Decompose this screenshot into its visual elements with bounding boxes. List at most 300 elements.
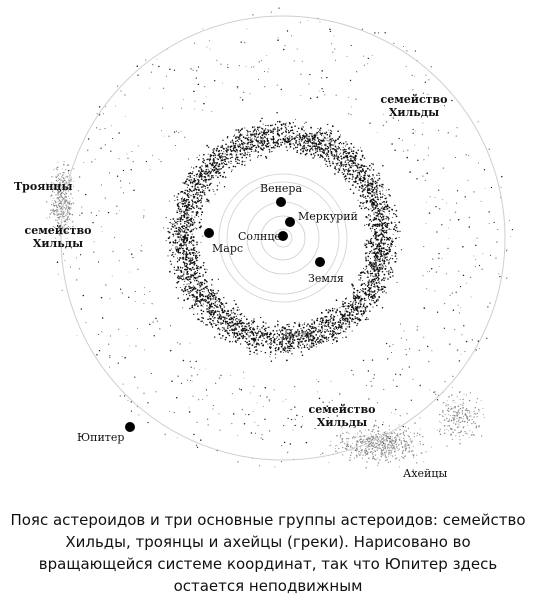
belt-asteroid-dot — [385, 230, 387, 232]
belt-asteroid-dot — [344, 306, 345, 307]
belt-asteroid-dot — [239, 150, 241, 152]
belt-asteroid-dot — [199, 183, 200, 184]
cluster-asteroid-dot — [57, 162, 58, 163]
outer-asteroid-dot — [338, 448, 339, 449]
outer-asteroid-dot — [452, 376, 454, 378]
belt-asteroid-dot — [265, 330, 267, 332]
belt-asteroid-dot — [281, 142, 282, 143]
belt-asteroid-dot — [365, 319, 366, 320]
belt-asteroid-dot — [341, 158, 343, 160]
outer-asteroid-dot — [138, 145, 139, 146]
outer-asteroid-dot — [284, 45, 285, 46]
cluster-asteroid-dot — [453, 415, 454, 416]
cluster-asteroid-dot — [360, 436, 361, 437]
belt-asteroid-dot — [240, 320, 242, 322]
outer-asteroid-dot — [170, 350, 172, 352]
belt-asteroid-dot — [200, 285, 202, 287]
belt-asteroid-dot — [329, 323, 330, 324]
cluster-asteroid-dot — [371, 445, 372, 446]
outer-asteroid-dot — [242, 99, 244, 101]
cluster-asteroid-dot — [53, 169, 54, 170]
cluster-asteroid-dot — [352, 437, 353, 438]
belt-asteroid-dot — [371, 167, 372, 168]
belt-asteroid-dot — [209, 160, 210, 161]
outer-asteroid-dot — [105, 128, 106, 129]
belt-asteroid-dot — [364, 298, 366, 300]
belt-asteroid-dot — [217, 159, 219, 161]
belt-asteroid-dot — [338, 147, 339, 148]
cluster-asteroid-dot — [373, 446, 374, 447]
belt-asteroid-dot — [200, 267, 201, 268]
belt-asteroid-dot — [281, 342, 283, 344]
cluster-asteroid-dot — [67, 214, 68, 215]
belt-asteroid-dot — [191, 295, 192, 296]
belt-asteroid-dot — [310, 153, 312, 155]
cluster-asteroid-dot — [404, 446, 406, 448]
outer-asteroid-dot — [356, 71, 357, 72]
outer-asteroid-dot — [87, 150, 89, 152]
cluster-asteroid-dot — [392, 455, 393, 456]
belt-asteroid-dot — [345, 298, 347, 300]
cluster-asteroid-dot — [336, 435, 338, 437]
cluster-asteroid-dot — [456, 421, 457, 422]
belt-asteroid-dot — [397, 282, 398, 283]
belt-asteroid-dot — [203, 322, 204, 323]
belt-asteroid-dot — [207, 318, 209, 320]
belt-asteroid-dot — [371, 290, 372, 291]
outer-asteroid-dot — [441, 258, 442, 259]
cluster-asteroid-dot — [471, 423, 472, 424]
belt-asteroid-dot — [205, 171, 207, 173]
belt-asteroid-dot — [197, 313, 198, 314]
cluster-asteroid-dot — [72, 198, 73, 199]
outer-asteroid-dot — [320, 454, 321, 455]
belt-asteroid-dot — [229, 322, 231, 324]
belt-asteroid-dot — [215, 194, 216, 195]
outer-asteroid-dot — [406, 157, 408, 159]
belt-asteroid-dot — [371, 267, 372, 268]
cluster-asteroid-dot — [56, 206, 58, 208]
cluster-asteroid-dot — [459, 391, 461, 393]
cluster-asteroid-dot — [447, 404, 448, 405]
cluster-asteroid-dot — [452, 432, 454, 434]
belt-asteroid-dot — [293, 122, 294, 123]
cluster-asteroid-dot — [468, 410, 469, 411]
belt-asteroid-dot — [342, 322, 344, 324]
outer-asteroid-dot — [273, 389, 274, 390]
belt-asteroid-dot — [306, 141, 307, 142]
belt-asteroid-dot — [381, 248, 383, 250]
outer-asteroid-dot — [146, 161, 147, 162]
belt-asteroid-dot — [374, 214, 375, 215]
belt-asteroid-dot — [257, 142, 258, 143]
belt-asteroid-dot — [315, 334, 317, 336]
belt-asteroid-dot — [363, 311, 364, 312]
belt-asteroid-dot — [198, 276, 199, 277]
outer-asteroid-dot — [197, 422, 198, 423]
belt-asteroid-dot — [394, 226, 396, 228]
belt-asteroid-dot — [290, 351, 291, 352]
cluster-asteroid-dot — [396, 438, 397, 439]
belt-asteroid-dot — [258, 340, 259, 341]
belt-asteroid-dot — [202, 291, 203, 292]
belt-asteroid-dot — [372, 279, 373, 280]
outer-asteroid-dot — [278, 37, 279, 38]
outer-asteroid-dot — [348, 97, 349, 98]
belt-asteroid-dot — [200, 208, 202, 210]
belt-asteroid-dot — [362, 299, 363, 300]
belt-asteroid-dot — [184, 281, 185, 282]
belt-asteroid-dot — [246, 347, 247, 348]
outer-asteroid-dot — [174, 132, 175, 133]
outer-asteroid-dot — [175, 145, 176, 146]
belt-asteroid-dot — [330, 321, 331, 322]
outer-asteroid-dot — [176, 397, 177, 398]
outer-asteroid-dot — [181, 383, 182, 384]
outer-asteroid-dot — [339, 393, 340, 394]
cluster-asteroid-dot — [361, 442, 362, 443]
belt-asteroid-dot — [191, 199, 193, 201]
cluster-asteroid-dot — [67, 209, 68, 210]
belt-asteroid-dot — [192, 201, 193, 202]
belt-asteroid-dot — [322, 331, 323, 332]
outer-asteroid-dot — [437, 399, 438, 400]
belt-asteroid-dot — [226, 163, 228, 165]
outer-asteroid-dot — [459, 312, 460, 313]
outer-asteroid-dot — [112, 251, 113, 252]
belt-asteroid-dot — [235, 336, 237, 338]
cluster-asteroid-dot — [370, 433, 371, 434]
belt-asteroid-dot — [230, 327, 231, 328]
belt-asteroid-dot — [269, 339, 270, 340]
belt-asteroid-dot — [365, 181, 366, 182]
belt-asteroid-dot — [383, 216, 384, 217]
belt-asteroid-dot — [208, 147, 209, 148]
cluster-asteroid-dot — [374, 458, 376, 460]
cluster-asteroid-dot — [68, 164, 69, 165]
cluster-asteroid-dot — [359, 436, 360, 437]
outer-asteroid-dot — [394, 149, 395, 150]
cluster-asteroid-dot — [392, 440, 393, 441]
outer-asteroid-dot — [363, 56, 364, 57]
belt-asteroid-dot — [370, 258, 371, 259]
belt-asteroid-dot — [316, 132, 318, 134]
belt-asteroid-dot — [238, 337, 240, 339]
belt-asteroid-dot — [204, 192, 206, 194]
belt-asteroid-dot — [376, 268, 378, 270]
cluster-asteroid-dot — [465, 433, 466, 434]
belt-asteroid-dot — [252, 144, 253, 145]
outer-asteroid-dot — [469, 217, 471, 219]
outer-asteroid-dot — [414, 76, 415, 77]
belt-asteroid-dot — [380, 216, 381, 217]
outer-asteroid-dot — [124, 357, 126, 359]
belt-asteroid-dot — [385, 218, 386, 219]
outer-asteroid-dot — [283, 401, 284, 402]
cluster-asteroid-dot — [78, 190, 79, 191]
belt-asteroid-dot — [362, 156, 363, 157]
outer-asteroid-dot — [464, 351, 465, 352]
belt-asteroid-dot — [270, 125, 272, 127]
belt-asteroid-dot — [186, 253, 187, 254]
belt-asteroid-dot — [293, 342, 294, 343]
belt-asteroid-dot — [234, 334, 235, 335]
belt-asteroid-dot — [220, 302, 222, 304]
belt-asteroid-dot — [177, 275, 179, 277]
belt-asteroid-dot — [186, 277, 187, 278]
cluster-asteroid-dot — [473, 421, 475, 423]
belt-asteroid-dot — [235, 147, 236, 148]
belt-asteroid-dot — [197, 173, 198, 174]
belt-asteroid-dot — [222, 158, 223, 159]
belt-asteroid-dot — [394, 261, 396, 263]
outer-asteroid-dot — [287, 418, 288, 419]
cluster-asteroid-dot — [445, 414, 446, 415]
cluster-asteroid-dot — [62, 168, 63, 169]
belt-asteroid-dot — [374, 296, 375, 297]
outer-asteroid-dot — [406, 354, 407, 355]
belt-asteroid-dot — [190, 208, 192, 210]
belt-asteroid-dot — [178, 234, 179, 235]
outer-asteroid-dot — [332, 52, 333, 53]
outer-asteroid-dot — [450, 295, 451, 296]
cluster-asteroid-dot — [439, 421, 440, 422]
cluster-asteroid-dot — [447, 400, 448, 401]
cluster-asteroid-dot — [448, 414, 449, 415]
belt-asteroid-dot — [381, 204, 382, 205]
cluster-asteroid-dot — [390, 445, 391, 446]
belt-asteroid-dot — [221, 168, 222, 169]
cluster-asteroid-dot — [382, 438, 383, 439]
cluster-asteroid-dot — [66, 215, 67, 216]
cluster-asteroid-dot — [460, 399, 461, 400]
belt-asteroid-dot — [267, 139, 268, 140]
cluster-asteroid-dot — [51, 204, 52, 205]
belt-asteroid-dot — [228, 315, 229, 316]
belt-asteroid-dot — [213, 150, 214, 151]
outer-asteroid-dot — [118, 329, 119, 330]
belt-asteroid-dot — [377, 203, 378, 204]
belt-asteroid-dot — [277, 340, 278, 341]
outer-asteroid-dot — [398, 138, 399, 139]
belt-asteroid-dot — [354, 322, 356, 324]
belt-asteroid-dot — [335, 332, 337, 334]
belt-asteroid-dot — [382, 235, 384, 237]
belt-asteroid-dot — [237, 314, 238, 315]
cluster-asteroid-dot — [354, 437, 355, 438]
cluster-asteroid-dot — [394, 438, 395, 439]
belt-asteroid-dot — [343, 306, 345, 308]
outer-asteroid-dot — [180, 343, 181, 344]
outer-asteroid-dot — [133, 161, 134, 162]
belt-asteroid-dot — [192, 224, 194, 226]
belt-asteroid-dot — [176, 246, 177, 247]
outer-asteroid-dot — [452, 292, 453, 293]
belt-asteroid-dot — [176, 287, 177, 288]
cluster-asteroid-dot — [462, 412, 463, 413]
belt-asteroid-dot — [327, 124, 328, 125]
belt-asteroid-dot — [370, 179, 371, 180]
belt-asteroid-dot — [329, 163, 330, 164]
outer-asteroid-dot — [101, 331, 102, 332]
belt-asteroid-dot — [246, 154, 248, 156]
belt-asteroid-dot — [338, 328, 339, 329]
outer-asteroid-dot — [426, 173, 428, 175]
cluster-asteroid-dot — [51, 212, 52, 213]
belt-asteroid-dot — [311, 143, 312, 144]
outer-asteroid-dot — [216, 60, 217, 61]
cluster-asteroid-dot — [423, 461, 424, 462]
belt-asteroid-dot — [370, 275, 371, 276]
belt-asteroid-dot — [206, 286, 208, 288]
belt-asteroid-dot — [199, 290, 201, 292]
cluster-asteroid-dot — [366, 451, 368, 453]
cluster-asteroid-dot — [375, 459, 376, 460]
cluster-asteroid-dot — [484, 417, 485, 418]
belt-asteroid-dot — [368, 281, 369, 282]
cluster-asteroid-dot — [372, 439, 373, 440]
outer-asteroid-dot — [489, 149, 490, 150]
belt-asteroid-dot — [190, 195, 191, 196]
belt-asteroid-dot — [248, 336, 249, 337]
belt-asteroid-dot — [392, 275, 393, 276]
cluster-asteroid-dot — [404, 430, 405, 431]
cluster-asteroid-dot — [409, 447, 410, 448]
belt-asteroid-dot — [316, 134, 317, 135]
belt-asteroid-dot — [200, 202, 201, 203]
belt-asteroid-dot — [229, 330, 230, 331]
belt-asteroid-dot — [317, 150, 319, 152]
belt-asteroid-dot — [187, 291, 188, 292]
belt-asteroid-dot — [262, 335, 263, 336]
belt-asteroid-dot — [237, 129, 239, 131]
cluster-asteroid-dot — [375, 454, 376, 455]
belt-asteroid-dot — [206, 184, 208, 186]
belt-asteroid-dot — [336, 154, 337, 155]
cluster-asteroid-dot — [58, 204, 59, 205]
outer-asteroid-dot — [458, 219, 460, 221]
outer-asteroid-dot — [102, 231, 103, 232]
outer-asteroid-dot — [129, 346, 130, 347]
belt-asteroid-dot — [209, 202, 210, 203]
belt-asteroid-dot — [305, 140, 306, 141]
belt-asteroid-dot — [207, 269, 208, 270]
belt-asteroid-dot — [347, 326, 348, 327]
belt-asteroid-dot — [182, 219, 183, 220]
outer-asteroid-dot — [268, 68, 269, 69]
belt-asteroid-dot — [385, 278, 386, 279]
outer-asteroid-dot — [233, 413, 235, 415]
outer-asteroid-dot — [98, 334, 99, 335]
belt-asteroid-dot — [339, 154, 340, 155]
belt-asteroid-dot — [334, 155, 335, 156]
belt-asteroid-dot — [339, 319, 340, 320]
belt-asteroid-dot — [185, 244, 187, 246]
cluster-asteroid-dot — [57, 211, 58, 212]
outer-asteroid-dot — [230, 375, 231, 376]
belt-asteroid-dot — [329, 310, 331, 312]
outer-asteroid-dot — [446, 203, 447, 204]
outer-asteroid-dot — [321, 88, 322, 89]
belt-asteroid-dot — [218, 279, 219, 280]
belt-asteroid-dot — [383, 201, 385, 203]
belt-asteroid-dot — [187, 203, 189, 205]
belt-asteroid-dot — [383, 187, 384, 188]
outer-asteroid-dot — [137, 328, 138, 329]
cluster-asteroid-dot — [477, 413, 478, 414]
belt-asteroid-dot — [333, 325, 334, 326]
belt-asteroid-dot — [193, 236, 195, 238]
cluster-asteroid-dot — [454, 419, 455, 420]
belt-asteroid-dot — [224, 186, 225, 187]
belt-asteroid-dot — [265, 341, 267, 343]
outer-asteroid-dot — [426, 75, 427, 76]
belt-asteroid-dot — [250, 159, 251, 160]
belt-asteroid-dot — [359, 301, 360, 302]
belt-asteroid-dot — [296, 151, 298, 153]
cluster-asteroid-dot — [405, 455, 406, 456]
cluster-asteroid-dot — [477, 416, 478, 417]
outer-asteroid-dot — [154, 335, 155, 336]
belt-asteroid-dot — [288, 126, 289, 127]
belt-asteroid-dot — [338, 162, 339, 163]
cluster-asteroid-dot — [463, 402, 464, 403]
belt-asteroid-dot — [385, 198, 387, 200]
belt-asteroid-dot — [396, 210, 398, 212]
belt-asteroid-dot — [260, 331, 262, 333]
outer-asteroid-dot — [461, 334, 462, 335]
belt-asteroid-dot — [362, 155, 364, 157]
belt-asteroid-dot — [336, 299, 338, 301]
belt-asteroid-dot — [208, 311, 209, 312]
cluster-asteroid-dot — [441, 422, 442, 423]
outer-asteroid-dot — [393, 43, 394, 44]
belt-asteroid-dot — [227, 327, 229, 329]
outer-asteroid-dot — [143, 393, 144, 394]
belt-asteroid-dot — [256, 134, 257, 135]
outer-asteroid-dot — [222, 83, 223, 84]
outer-asteroid-dot — [302, 61, 303, 62]
cluster-asteroid-dot — [56, 167, 57, 168]
belt-asteroid-dot — [348, 168, 349, 169]
belt-asteroid-dot — [376, 228, 377, 229]
belt-asteroid-dot — [375, 258, 376, 259]
belt-asteroid-dot — [327, 154, 329, 156]
cluster-asteroid-dot — [437, 430, 438, 431]
outer-asteroid-dot — [448, 227, 449, 228]
cluster-asteroid-dot — [356, 448, 357, 449]
cluster-asteroid-dot — [365, 467, 366, 468]
cluster-asteroid-dot — [464, 394, 465, 395]
outer-asteroid-dot — [423, 337, 424, 338]
belt-asteroid-dot — [362, 191, 364, 193]
cluster-asteroid-dot — [392, 456, 393, 457]
belt-asteroid-dot — [365, 198, 366, 199]
belt-asteroid-dot — [362, 184, 363, 185]
outer-asteroid-dot — [105, 198, 106, 199]
belt-asteroid-dot — [348, 324, 349, 325]
belt-asteroid-dot — [249, 341, 251, 343]
belt-asteroid-dot — [306, 134, 308, 136]
belt-asteroid-dot — [232, 332, 234, 334]
belt-asteroid-dot — [216, 171, 217, 172]
belt-asteroid-dot — [335, 169, 336, 170]
belt-asteroid-dot — [269, 356, 270, 357]
cluster-asteroid-dot — [385, 455, 386, 456]
belt-asteroid-dot — [232, 329, 233, 330]
cluster-asteroid-dot — [56, 212, 57, 213]
belt-asteroid-dot — [333, 140, 334, 141]
